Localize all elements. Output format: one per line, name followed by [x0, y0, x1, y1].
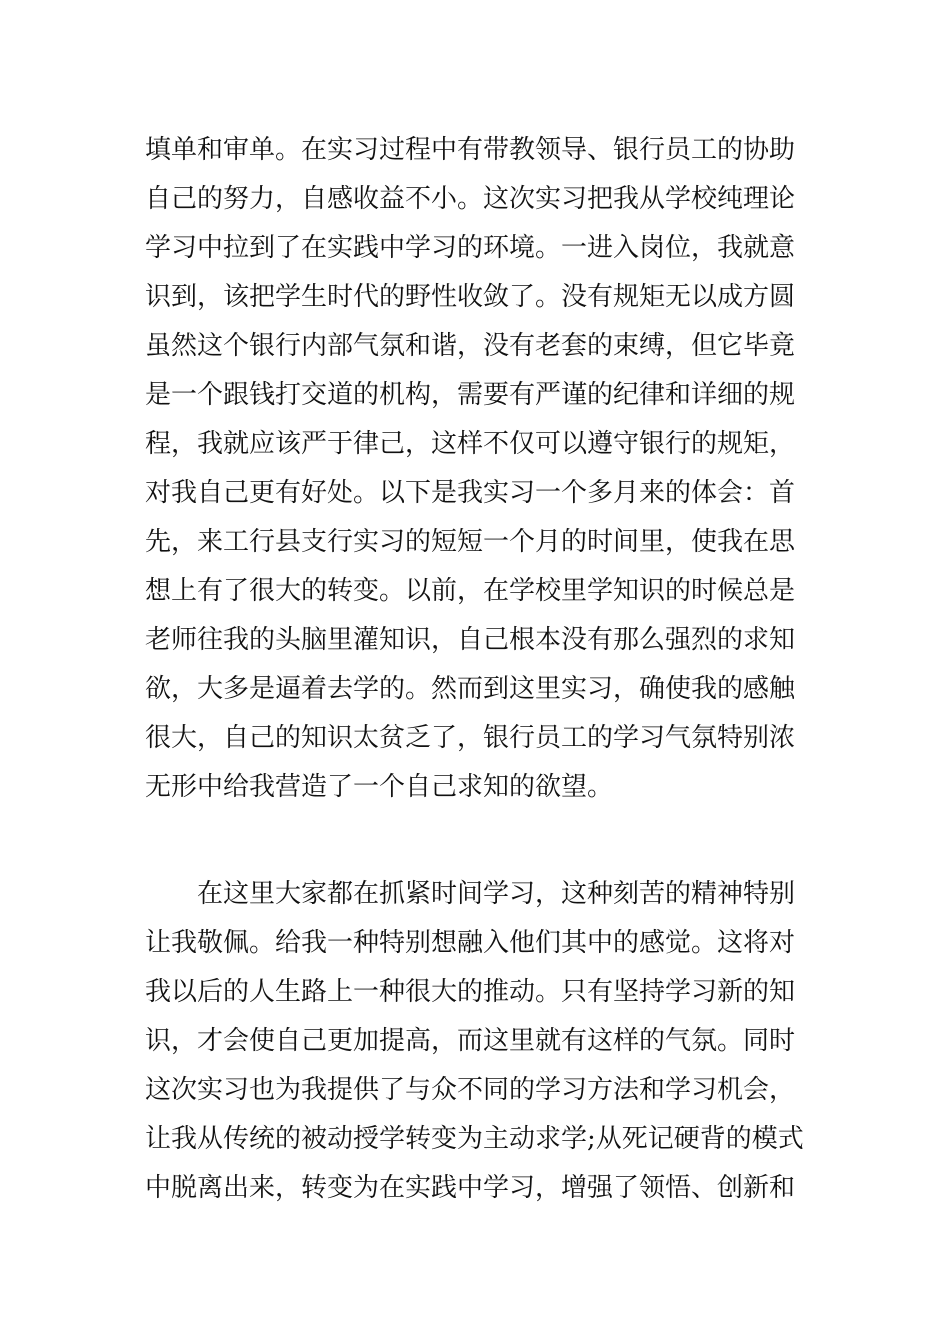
text-line: 自己的努力，自感收益不小。这次实习把我从学校纯理论	[145, 184, 796, 214]
text-line: 识，才会使自己更加提高，而这里就有这样的气氛。同时	[145, 1026, 796, 1056]
text-line: 对我自己更有好处。以下是我实习一个多月来的体会：首	[145, 478, 796, 508]
text-line: 很大，自己的知识太贫乏了，银行员工的学习气氛特别浓	[145, 723, 796, 753]
text-line: 是一个跟钱打交道的机构，需要有严谨的纪律和详细的规	[145, 380, 796, 410]
text-line: 在这里大家都在抓紧时间学习，这种刻苦的精神特别	[197, 879, 796, 909]
text-line: 填单和审单。在实习过程中有带教领导、银行员工的协助	[145, 135, 796, 165]
paragraph-1	[145, 126, 815, 812]
text-line: 我以后的人生路上一种很大的推动。只有坚持学习新的知	[145, 977, 796, 1007]
text-line: 程，我就应该严于律己，这样不仅可以遵守银行的规矩，	[145, 429, 796, 459]
text-line: 让我敬佩。给我一种特别想融入他们其中的感觉。这将对	[145, 928, 796, 958]
text-line: 先，来工行县支行实习的短短一个月的时间里，使我在思	[145, 527, 796, 557]
text-line: 这次实习也为我提供了与众不同的学习方法和学习机会，	[145, 1075, 796, 1105]
text-line: 识到，该把学生时代的野性收敛了。没有规矩无以成方圆	[145, 282, 796, 312]
text-line: 虽然这个银行内部气氛和谐，没有老套的束缚，但它毕竟	[145, 331, 796, 361]
text-line: 老师往我的头脑里灌知识，自己根本没有那么强烈的求知	[145, 625, 796, 655]
text-line: 学习中拉到了在实践中学习的环境。一进入岗位，我就意	[145, 233, 796, 263]
text-line: 欲，大多是逼着去学的。然而到这里实习，确使我的感触	[145, 674, 796, 704]
text-line: 想上有了很大的转变。以前，在学校里学知识的时候总是	[145, 576, 796, 606]
paragraph-2	[145, 870, 815, 1213]
text-line: 无形中给我营造了一个自己求知的欲望。	[145, 772, 614, 802]
text-line: 中脱离出来，转变为在实践中学习，增强了领悟、创新和	[145, 1173, 796, 1203]
text-line: 让我从传统的被动授学转变为主动求学;从死记硬背的模式	[145, 1124, 804, 1154]
